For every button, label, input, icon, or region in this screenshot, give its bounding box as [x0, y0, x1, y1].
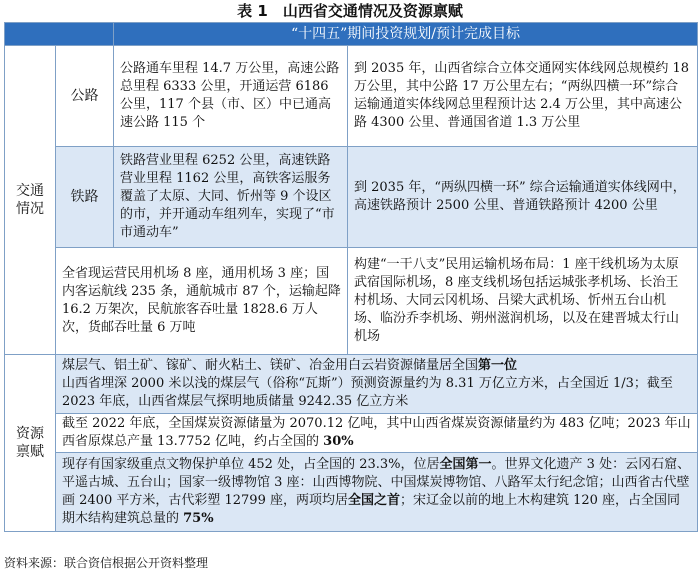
rail-target: 到 2035 年，“两纵四横一环” 综合运输通道实体线网中，高速铁路预计 2500 公里、普通铁路预计 4200 公里 — [348, 147, 698, 248]
table-row-road — [5, 46, 698, 147]
road-target: 到 2035 年，山西省综合立体交通网实体线网总规模约 18 万公里，其中公路 17 万公里左右；“两纵四横一环”综合运输通道实体线网总里程预计达 2.4 万公里，其中高速公路 4300 公里、普通国省道 1.3 万公里 — [348, 46, 698, 147]
air-status: 全省现运营民用机场 8 座，通用机场 3 座；国内客运航线 235 条，通航城市 87 个，运输起降 16.2 万架次，民航旅客吞吐量 1828.6 万人次，货邮吞吐量 6 万吨 — [56, 248, 348, 355]
header-row — [5, 23, 698, 46]
resource-3-text-1: 现存有国家级重点文物保护单位 452 处，占全国的 23.3%，位居 — [62, 457, 440, 472]
resource-row-2 — [56, 414, 698, 453]
resource-3-highlight-1: 全国第一 — [439, 457, 492, 472]
resource-1-text: 煤层气、铝土矿、镓矿、耐火粘土、镁矿、冶金用白云岩资源储量居全国 — [62, 358, 479, 373]
rail-label: 铁路 — [56, 147, 114, 248]
source-note: 资料来源：联合资信根据公开资料整理 — [4, 556, 209, 570]
info-table — [4, 22, 698, 532]
table-row-resource-2 — [5, 414, 698, 453]
resource-row-1 — [56, 355, 698, 414]
resource-3-highlight-3: 75% — [183, 511, 214, 526]
rail-status: 铁路营业里程 6252 公里，高速铁路营业里程 1162 公里，高铁客运服务覆盖了太原、大同、忻州等 9 个设区的市，并开通动车组列车，实现了“市市通动车” — [114, 147, 348, 248]
header-period: “十四五”期间投资规划/预计完成目标 — [114, 23, 698, 46]
table-title: 表 1 山西省交通情况及资源禀赋 — [237, 2, 463, 20]
resource-2-highlight: 30% — [323, 434, 354, 449]
table-row-resource-3 — [5, 453, 698, 532]
resource-2-text: 截至 2022 年底，全国煤炭资源储量为 2070.12 亿吨，其中山西省煤炭资源储量约为 483 亿吨；2023 年山西省原煤总产量 13.7752 亿吨，约占全国的 — [62, 416, 691, 449]
road-status: 公路通车里程 14.7 万公里，高速公路总里程 6333 公里，开通运营 6186 公里，117 个县（市、区）中已通高速公路 115 个 — [114, 46, 348, 147]
table-row-air — [5, 248, 698, 355]
resource-3-highlight-2: 全国之首 — [347, 493, 400, 508]
category-transport: 交通情况 — [5, 46, 56, 355]
road-label: 公路 — [56, 46, 114, 147]
resource-1-highlight: 第一位 — [478, 358, 518, 373]
category-resources: 资源禀赋 — [5, 355, 56, 532]
air-target: 构建“一干八支”民用运输机场布局：1 座干线机场为太原武宿国际机场，8 座支线机场包括运城张孝机场、长治王村机场、大同云冈机场、吕梁大武机场、忻州五台山机场、临汾乔李机场、朔州滋润机场，以及在建晋城太行山机场 — [348, 248, 698, 355]
resource-1-detail: 山西省埋深 2000 米以浅的煤层气（俗称“瓦斯”）预测资源量约为 8.31 万亿立方米，占全国近 1/3；截至 2023 年底，山西省煤层气探明地质储量 9242.35 亿立方米 — [62, 376, 673, 409]
header-blank-cell — [5, 23, 114, 46]
table-row-rail — [5, 147, 698, 248]
table-row-resource-1 — [5, 355, 698, 414]
resource-3-text-3: ；宋辽金以前的地上木构建筑 120 座，占全国同期木结构建筑总量的 — [62, 493, 681, 526]
resource-3-text-2: 。世界文化遗产 3 处：云冈石窟、平遥古城、五台山；国家一级博物馆 3 座：山西博物院、中国煤炭博物馆、八路军太行纪念馆；山西省古代壁画 2400 平方米，古代彩塑 12799 座，两项均居 — [62, 457, 691, 508]
resource-row-3 — [56, 453, 698, 532]
